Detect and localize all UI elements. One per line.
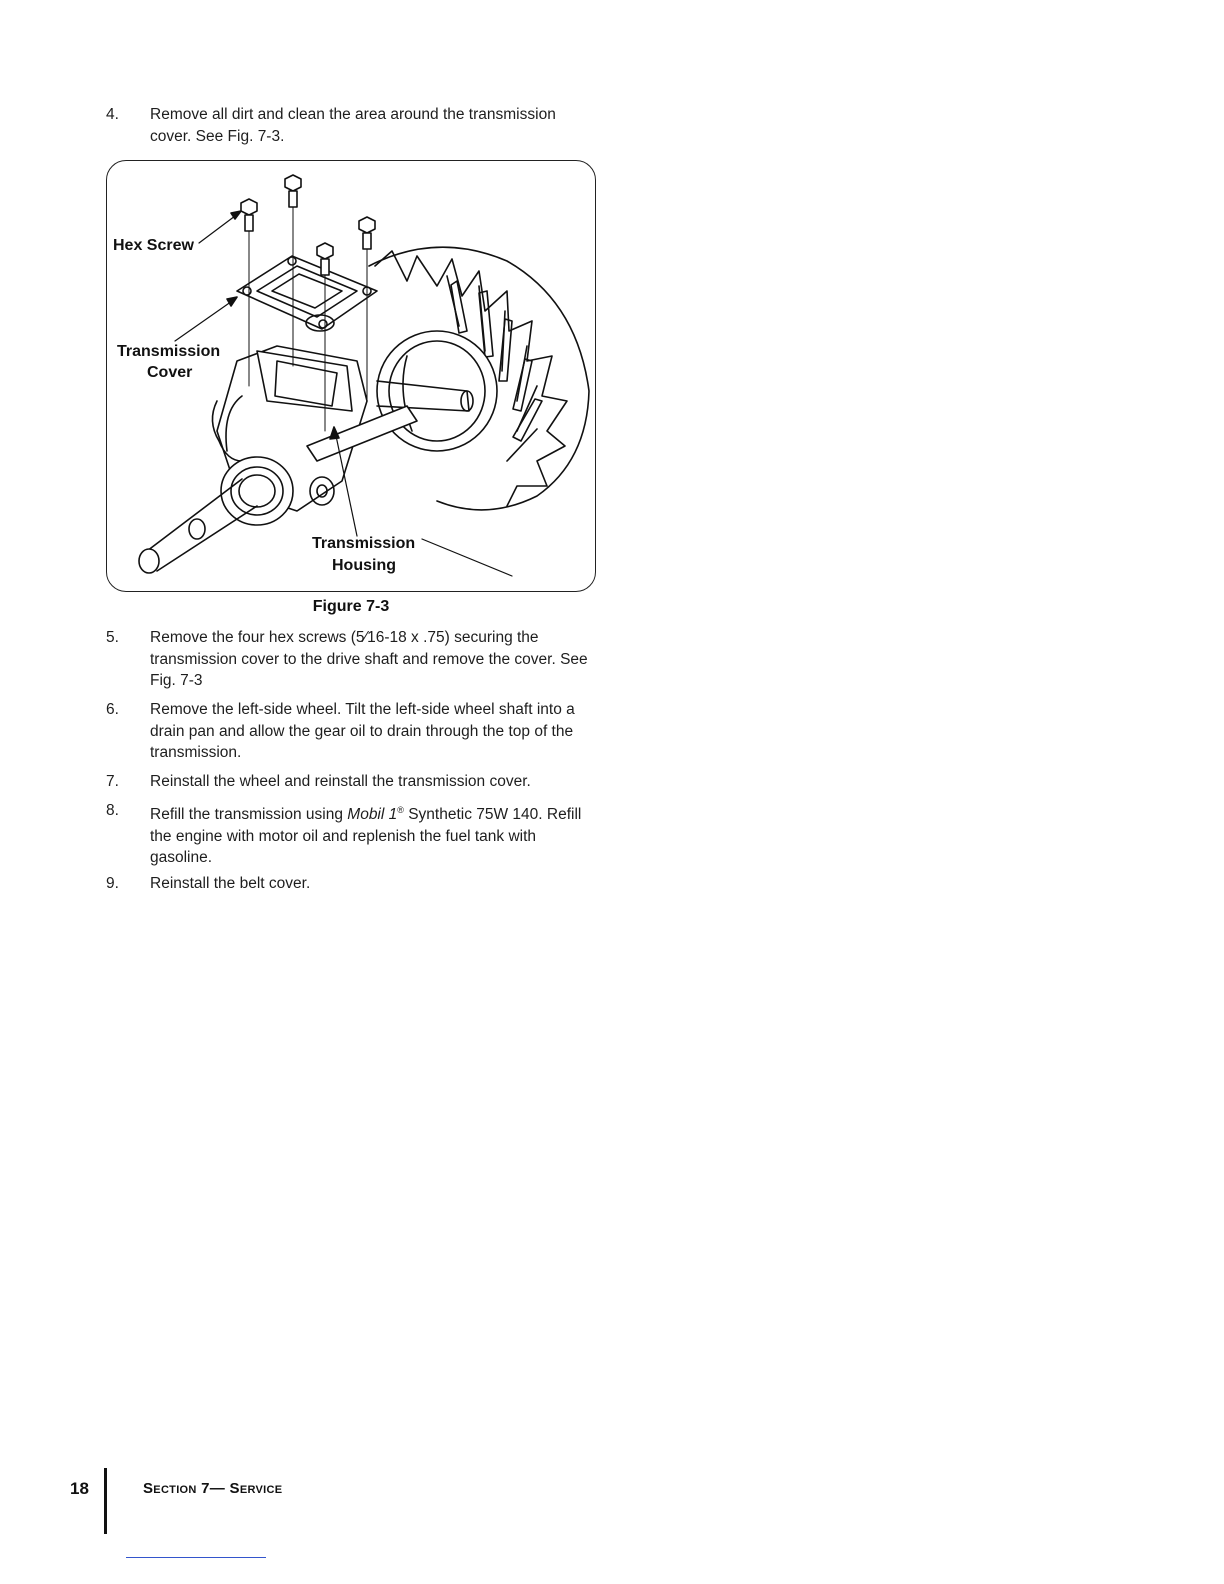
- page-number: 18: [70, 1479, 89, 1498]
- step-text: Reinstall the wheel and reinstall the transmission cover.: [150, 773, 531, 790]
- step-8: [106, 800, 596, 869]
- hex-screw-label: Hex Screw: [113, 237, 194, 254]
- registered-mark: ®: [397, 805, 404, 815]
- step-text-before: Refill the transmission using: [150, 806, 348, 824]
- bottom-rule: [126, 1557, 266, 1558]
- step-number: 9.: [106, 875, 119, 892]
- step-number: 5.: [106, 629, 119, 646]
- step-4: [106, 104, 596, 147]
- product-name: Mobil 1: [347, 806, 398, 824]
- step-text-after: Synthetic 75W 140. Refill the engine with motor oil and replenish the fuel tank with gasoline.: [150, 806, 582, 867]
- step-text: Remove the left-side wheel. Tilt the left-side wheel shaft into a drain pan and allow the gear oil to drain through the top of the transmission.: [150, 701, 575, 761]
- transmission-cover-label-line2: Cover: [147, 364, 193, 381]
- step-text: [150, 800, 596, 869]
- step-text: Remove the four hex screws (5⁄16-18 x .75) securing the transmission cover to the drive shaft and remove the cover. See Fig. 7-3: [150, 629, 588, 689]
- footer-divider: [104, 1468, 107, 1534]
- step-text: Reinstall the belt cover.: [150, 875, 311, 892]
- step-9: [106, 873, 596, 895]
- step-7: [106, 771, 596, 793]
- figure-caption: Figure 7-3: [312, 598, 390, 615]
- step-number: 4.: [106, 106, 119, 123]
- step-number: 8.: [106, 802, 119, 819]
- transmission-housing-label-line1: Transmission: [312, 535, 416, 552]
- step-number: 7.: [106, 773, 119, 790]
- figure-7-3: [106, 160, 596, 592]
- section-title: Section 7— Service: [143, 1480, 283, 1497]
- transmission-housing-label-line2: Housing: [332, 557, 396, 574]
- step-5: [106, 627, 596, 692]
- step-text: Remove all dirt and clean the area around the transmission cover. See Fig. 7-3.: [150, 106, 556, 145]
- step-6: [106, 699, 596, 764]
- transmission-cover-label-line1: Transmission: [117, 343, 221, 360]
- step-number: 6.: [106, 701, 119, 718]
